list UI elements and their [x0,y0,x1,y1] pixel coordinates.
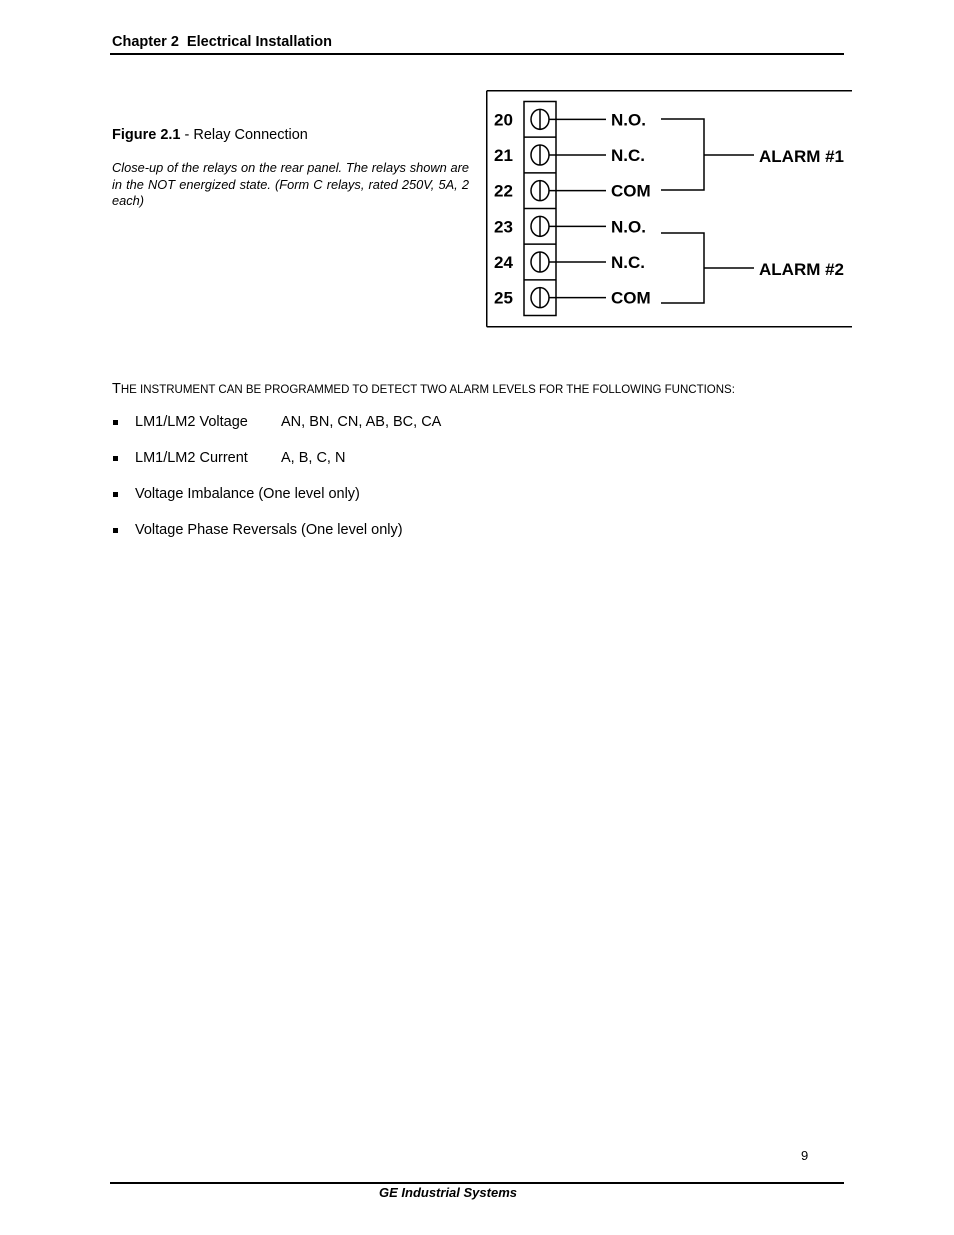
terminal-number: 23 [494,217,513,237]
terminal-contact-label: COM [611,288,651,308]
bullet-marker [113,420,118,425]
relay-connection-diagram [486,90,852,328]
alarm-2-bracket [661,233,754,303]
terminal-contact-label: N.O. [611,110,646,130]
alarm-functions-list [112,414,441,558]
footer-company: GE Industrial Systems [379,1185,517,1200]
bullet-marker [113,492,118,497]
terminal-number: 24 [494,253,513,272]
list-item [112,414,441,450]
terminal-number: 22 [494,181,513,201]
alarm-1-label: ALARM #1 [759,147,845,166]
terminal-number: 20 [494,110,513,130]
figure-caption: Close-up of the relays on the rear panel. The relays shown are in the NOT energized state. (Form C relays, rated 250V, 5A, 2 each) [112,160,469,209]
list-item-label: Voltage Imbalance (One level only) [135,486,360,502]
figure-title-text: - Relay Connection [180,127,308,143]
list-item-values: AN, BN, CN, AB, BC, CA [281,414,442,430]
list-item [112,486,441,522]
page-number: 9 [801,1148,809,1163]
alarm-1-bracket [661,119,754,190]
list-item [112,522,441,558]
intro-first-letter: T [112,381,121,397]
bullet-marker [113,528,118,533]
terminal-contact-label: N.C. [611,253,645,272]
terminal-contact-label: N.C. [611,146,645,165]
terminal-contact-label: N.O. [611,217,646,237]
alarm-2-label: ALARM #2 [759,260,845,279]
terminal-number: 25 [494,288,513,308]
chapter-header: Chapter 2 Electrical Installation [112,34,332,50]
header-divider [110,53,844,55]
bullet-marker [113,456,118,461]
alarm-functions-intro [112,381,735,397]
list-item-values: A, B, C, N [281,450,346,466]
terminal-contact-label: COM [611,181,651,201]
list-item-label: Voltage Phase Reversals (One level only) [135,522,403,538]
list-item-label: LM1/LM2 Current [135,450,248,466]
intro-colon: : [731,384,735,396]
intro-text: HE INSTRUMENT CAN BE PROGRAMMED TO DETECT TWO ALARM LEVELS FOR THE FOLLOWING FUNCTIONS [120,384,732,396]
figure-title [112,127,308,143]
list-item-label: LM1/LM2 Voltage [135,414,248,430]
terminal-number: 21 [494,146,513,165]
list-item [112,450,441,486]
figure-number: Figure 2.1 [112,127,181,143]
footer-divider [110,1182,844,1184]
